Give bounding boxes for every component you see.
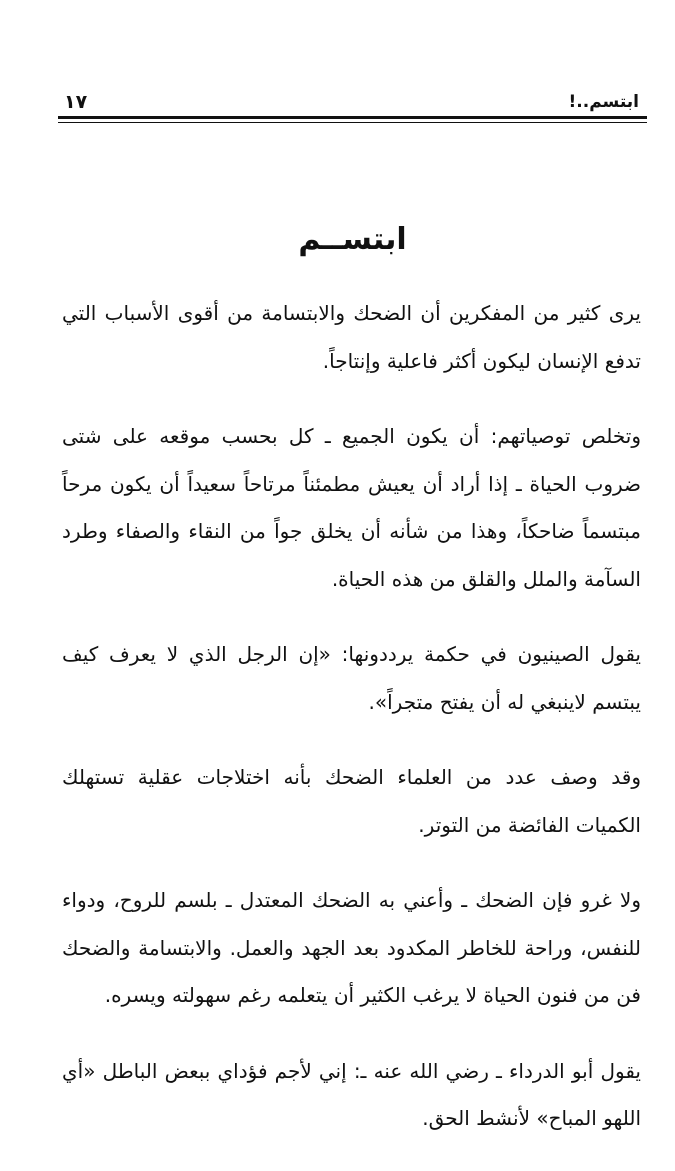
chapter-title: ابتســم — [298, 222, 407, 257]
paragraph-6: يقول أبو الدرداء ـ رضي الله عنه ـ: إني لأجم فؤداي ببعض الباطل «أي اللهو المباح» لأنشط الحق. — [62, 1058, 641, 1130]
page-number: ١٧ — [64, 91, 88, 113]
page-header — [58, 90, 647, 114]
paragraph-1: يرى كثير من المفكرين أن الضحك والابتسامة من أقوى الأسباب التي تدفع الإنسان ليكون أكثر فاعلية وإنتاجاً. — [62, 301, 641, 373]
running-title: ابتسم..! — [568, 92, 639, 112]
paragraph-2: وتخلص توصياتهم: أن يكون الجميع ـ كل بحسب موقعه على شتى ضروب الحياة ـ إذا أراد أن يعيش مطمئناً مرتاحاً سعيداً أن يكون مرحاً مبتسماً ضاحكاً، وهذا من شأنه أن يخلق جواً من النقاء والصفاء وطرد السآمة والملل والقلق من هذه الحياة. — [62, 424, 641, 591]
body-text — [62, 290, 641, 1171]
header-rule-thick — [58, 116, 647, 119]
paragraph-3: يقول الصينيون في حكمة يرددونها: «إن الرجل الذي لا يعرف كيف يبتسم لاينبغي له أن يفتح متجراً». — [62, 642, 641, 714]
paragraph-4: وقد وصف عدد من العلماء الضحك بأنه اختلاجات عقلية تستهلك الكميات الفائضة من التوتر. — [62, 765, 641, 837]
paragraph-5: ولا غرو فإن الضحك ـ وأعني به الضحك المعتدل ـ بلسم للروح، ودواء للنفس، وراحة للخاطر المكدود بعد الجهد والعمل. والابتسامة والضحك فن من فنون الحياة لا يرغب الكثير أن يتعلمه رغم سهولته ويسره. — [62, 888, 641, 1007]
header-rule-thin — [58, 122, 647, 123]
